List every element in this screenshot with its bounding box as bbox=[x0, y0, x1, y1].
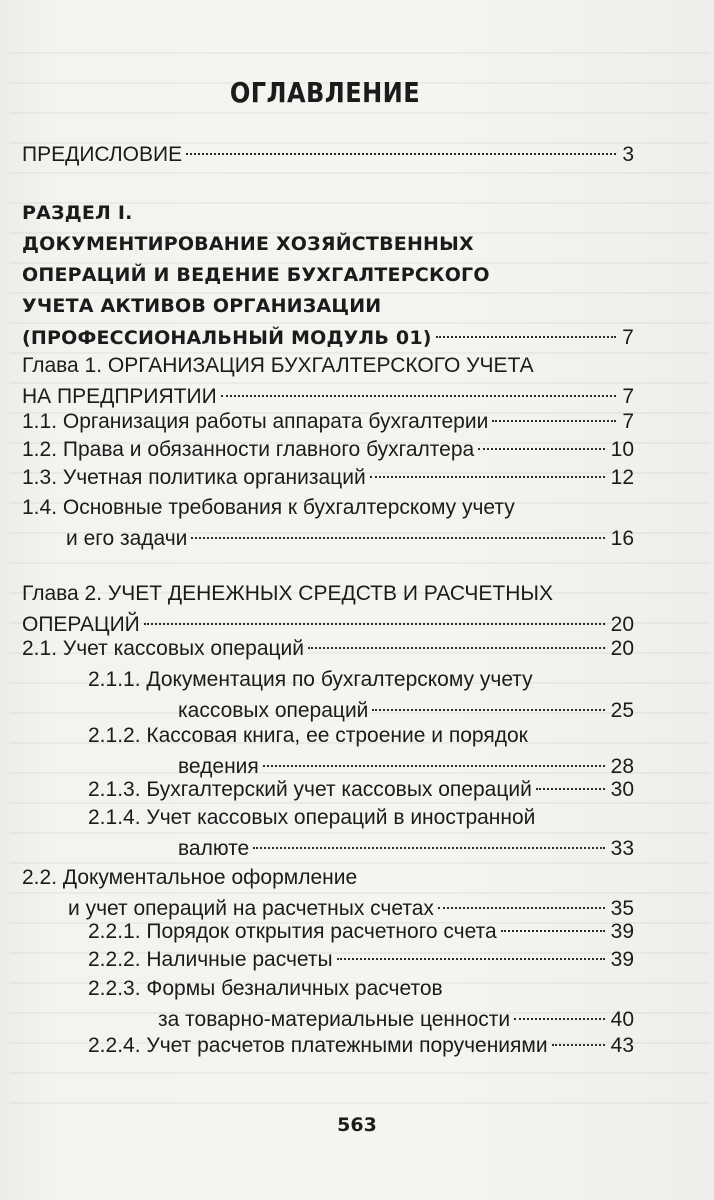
dot-leader bbox=[438, 907, 605, 909]
entry-line: и его задачи 16 bbox=[22, 523, 634, 554]
toc-entry-1-3 bbox=[22, 462, 634, 493]
entry-text: 2.2.1. Порядок открытия расчетного счета bbox=[88, 920, 497, 943]
dot-leader bbox=[253, 847, 604, 849]
entry-line: НА ПРЕДПРИЯТИИ 7 bbox=[22, 381, 634, 412]
toc-entry-2-2 bbox=[22, 862, 634, 924]
entry-line: Глава 1. ОРГАНИЗАЦИЯ БУХГАЛТЕРСКОГО УЧЕТА bbox=[22, 354, 534, 377]
dot-leader bbox=[492, 420, 616, 422]
entry-page: 33 bbox=[610, 837, 634, 860]
toc-entry-2-1-3 bbox=[88, 774, 634, 805]
toc-entry-chapter-1 bbox=[22, 350, 634, 412]
toc-entry-2-2-2 bbox=[88, 944, 634, 975]
dot-leader bbox=[263, 765, 605, 767]
dot-leader bbox=[436, 336, 616, 338]
dot-leader bbox=[501, 930, 605, 932]
entry-text: 1.1. Организация работы аппарата бухгалтерии bbox=[22, 410, 489, 433]
entry-line: 2.2. Документальное оформление bbox=[22, 866, 358, 889]
toc-entry-1-1 bbox=[22, 406, 634, 437]
entry-line: Глава 2. УЧЕТ ДЕНЕЖНЫХ СРЕДСТВ И РАСЧЕТНЫХ bbox=[22, 582, 553, 605]
entry-page: 20 bbox=[610, 637, 634, 660]
entry-line: 1.4. Основные требования к бухгалтерскому учету bbox=[22, 496, 515, 519]
dot-leader bbox=[514, 1018, 604, 1020]
entry-page: 40 bbox=[610, 1008, 634, 1031]
entry-page: 10 bbox=[610, 438, 634, 461]
entry-line: за товарно-материальные ценности 40 bbox=[88, 1004, 634, 1035]
page-title: ОГЛАВЛЕНИЕ bbox=[229, 76, 421, 109]
entry-text: 2.1. Учет кассовых операций bbox=[22, 637, 304, 660]
entry-page: 16 bbox=[610, 527, 634, 550]
entry-page: 25 bbox=[610, 699, 634, 722]
entry-line: РАЗДЕЛ I. bbox=[22, 202, 133, 224]
toc-entry-section-1 bbox=[22, 198, 634, 353]
entry-line: ОПЕРАЦИЙ И ВЕДЕНИЕ БУХГАЛТЕРСКОГО bbox=[22, 264, 490, 286]
dot-leader bbox=[552, 1044, 605, 1046]
entry-text: 2.2.4. Учет расчетов платежными поручениями bbox=[88, 1034, 548, 1057]
entry-line: УЧЕТА АКТИВОВ ОРГАНИЗАЦИИ bbox=[22, 295, 382, 317]
dot-leader bbox=[372, 709, 604, 711]
entry-line: (ПРОФЕССИОНАЛЬНЫЙ МОДУЛЬ 01) 7 bbox=[22, 322, 634, 353]
toc-entry-2-2-1 bbox=[88, 916, 634, 947]
dot-leader bbox=[370, 476, 605, 478]
dot-leader bbox=[191, 537, 604, 539]
entry-page: 35 bbox=[610, 897, 634, 920]
dot-leader bbox=[186, 153, 616, 155]
toc-entry-2-1 bbox=[22, 633, 634, 664]
entry-page: 43 bbox=[610, 1034, 634, 1057]
entry-page: 20 bbox=[610, 613, 634, 636]
dot-leader bbox=[478, 448, 604, 450]
toc-entry-preface bbox=[22, 139, 634, 170]
entry-page: 7 bbox=[622, 385, 634, 408]
entry-page: 12 bbox=[610, 466, 634, 489]
entry-page: 39 bbox=[610, 948, 634, 971]
page-number: 563 bbox=[337, 1114, 377, 1136]
toc-entry-2-2-3 bbox=[88, 973, 634, 1035]
entry-page: 28 bbox=[610, 755, 634, 778]
entry-text: 1.3. Учетная политика организаций bbox=[22, 466, 366, 489]
entry-line: 2.1.1. Документация по бухгалтерскому учету bbox=[88, 668, 533, 691]
entry-line: 2.1.2. Кассовая книга, ее строение и порядок bbox=[88, 724, 528, 747]
entry-page: 7 bbox=[622, 326, 634, 349]
entry-text: ПРЕДИСЛОВИЕ bbox=[22, 143, 183, 166]
entry-page: 30 bbox=[610, 778, 634, 801]
toc-entry-2-1-4 bbox=[88, 802, 634, 864]
toc-entry-2-2-4 bbox=[88, 1030, 634, 1061]
entry-line: 2.1.4. Учет кассовых операций в иностранной bbox=[88, 806, 536, 829]
dot-leader bbox=[337, 958, 605, 960]
entry-page: 7 bbox=[622, 410, 634, 433]
toc-entry-2-1-1 bbox=[88, 664, 634, 726]
dot-leader bbox=[308, 647, 605, 649]
entry-line: ОПЕРАЦИЙ 20 bbox=[22, 609, 634, 640]
entry-line: валюте 33 bbox=[88, 833, 634, 864]
toc-entry-1-4 bbox=[22, 492, 634, 554]
toc-entry-chapter-2 bbox=[22, 578, 634, 640]
entry-page: 39 bbox=[610, 920, 634, 943]
entry-text: 2.2.2. Наличные расчеты bbox=[88, 948, 333, 971]
dot-leader bbox=[144, 623, 605, 625]
entry-page: 3 bbox=[622, 143, 634, 166]
toc-entry-2-1-2 bbox=[88, 720, 634, 782]
entry-text: 2.1.3. Бухгалтерский учет кассовых операций bbox=[88, 778, 532, 801]
entry-line: кассовых операций 25 bbox=[88, 695, 634, 726]
entry-line: ведения 28 bbox=[88, 751, 634, 782]
dot-leader bbox=[536, 788, 605, 790]
entry-text: 1.2. Права и обязанности главного бухгалтера bbox=[22, 438, 475, 461]
entry-line: и учет операций на расчетных счетах 35 bbox=[22, 893, 634, 924]
dot-leader bbox=[221, 395, 617, 397]
toc-entry-1-2 bbox=[22, 434, 634, 465]
entry-line: 2.2.3. Формы безналичных расчетов bbox=[88, 977, 443, 1000]
entry-line: ДОКУМЕНТИРОВАНИЕ ХОЗЯЙСТВЕННЫХ bbox=[22, 233, 474, 255]
